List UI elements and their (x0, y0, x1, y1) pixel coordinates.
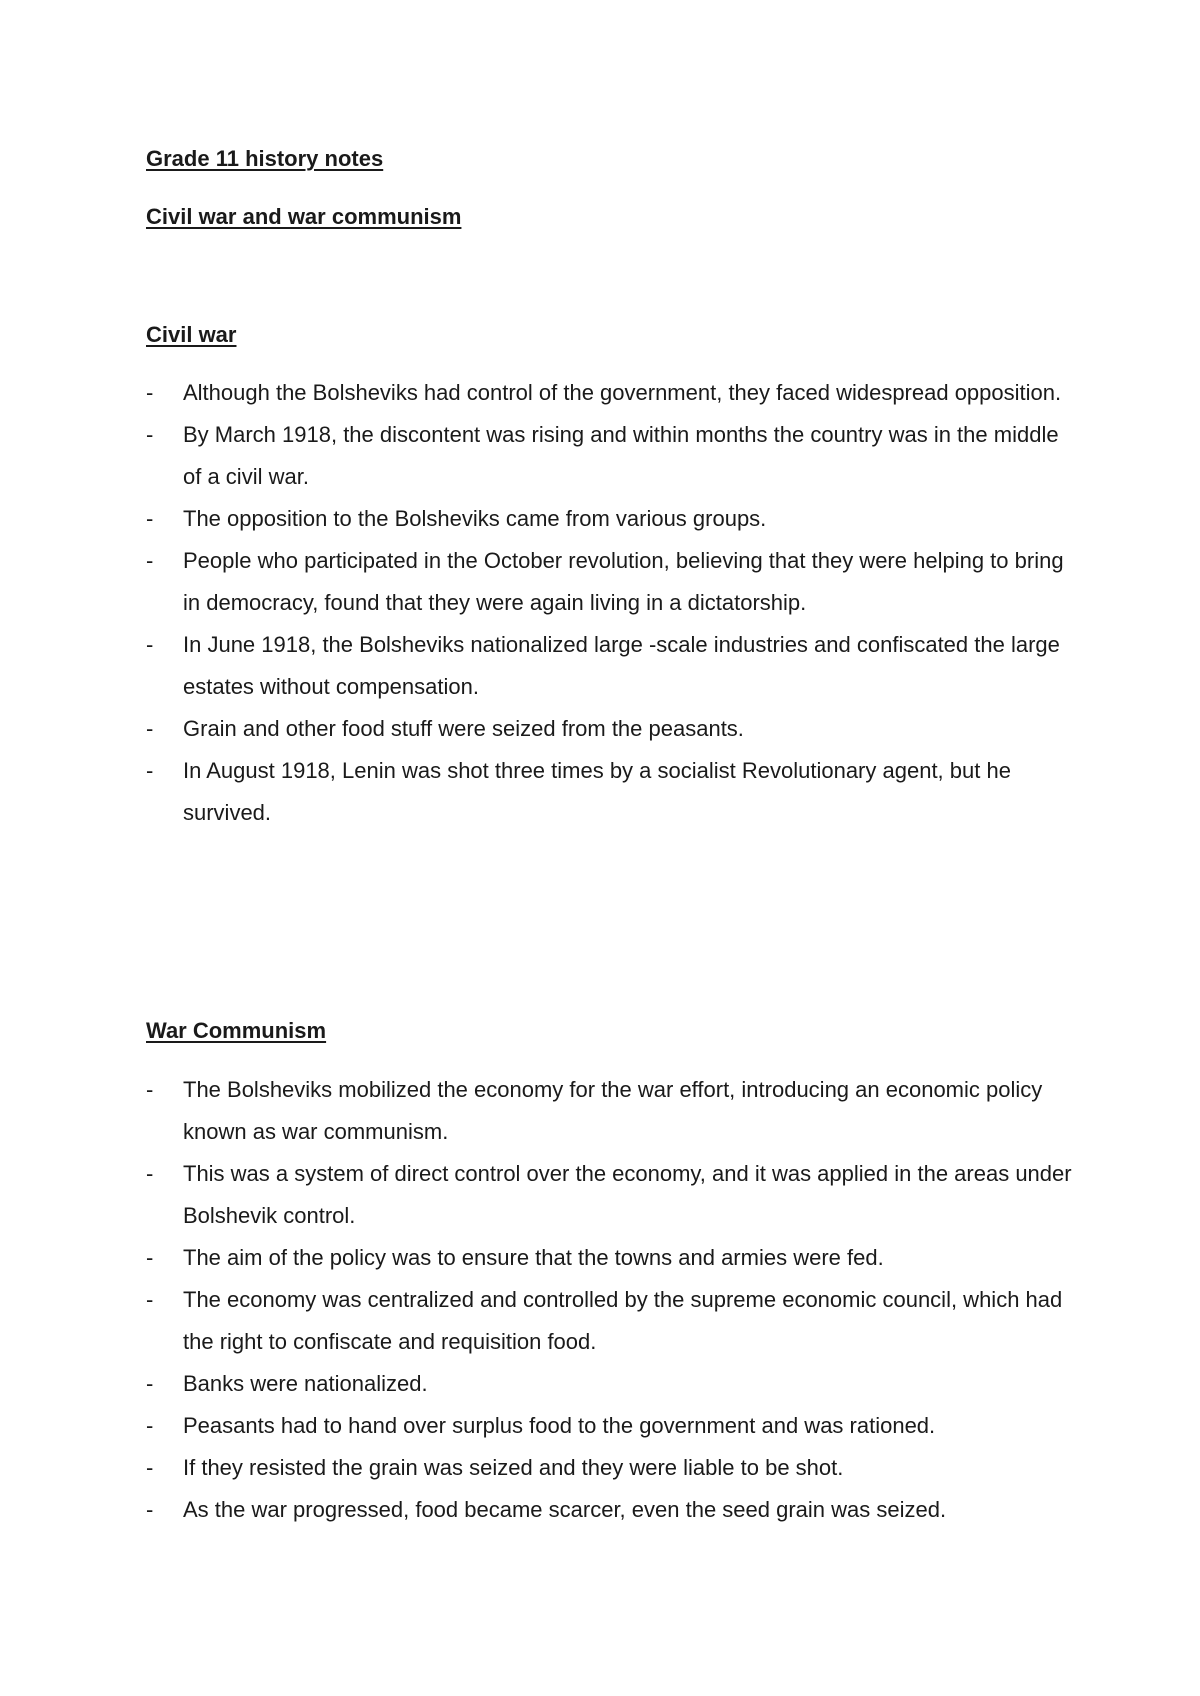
list-item (146, 498, 1076, 540)
bullet-text: The aim of the policy was to ensure that the towns and armies were fed. (183, 1245, 884, 1270)
bullet-dash: - (146, 758, 154, 783)
bullet-dash: - (146, 1413, 154, 1438)
bullet-text: If they resisted the grain was seized and they were liable to be shot. (183, 1455, 844, 1480)
list-item (146, 1237, 1076, 1279)
list-item (146, 1363, 1076, 1405)
bullet-dash: - (146, 632, 154, 657)
list-item (146, 624, 1076, 708)
bullet-text: Banks were nationalized. (183, 1371, 428, 1396)
list-item (146, 1069, 1076, 1153)
bullet-text: As the war progressed, food became scarcer, even the seed grain was seized. (183, 1497, 947, 1522)
list-item (146, 414, 1076, 498)
bullet-dash: - (146, 422, 154, 447)
document-title: Grade 11 history notes (146, 146, 384, 171)
bullet-text: People who participated in the October revolution, believing that they were helping to bring in democracy, found that they were again living in a dictatorship. (183, 548, 1064, 615)
document-subtitle: Civil war and war communism (146, 204, 462, 229)
bullet-dash: - (146, 1455, 154, 1480)
bullet-text: The Bolsheviks mobilized the economy for the war effort, introducing an economic policy known as war communism. (183, 1077, 1043, 1144)
bullet-dash: - (146, 716, 154, 741)
list-item (146, 1447, 1076, 1489)
bullet-text: By March 1918, the discontent was rising and within months the country was in the middle of a civil war. (183, 422, 1059, 489)
list-item (146, 1405, 1076, 1447)
list-item (146, 1279, 1076, 1363)
bullet-text: This was a system of direct control over the economy, and it was applied in the areas under Bolshevik control. (183, 1161, 1072, 1228)
bullet-dash: - (146, 548, 154, 573)
bullet-dash: - (146, 1245, 154, 1270)
list-item (146, 1489, 1076, 1531)
list-item (146, 750, 1076, 834)
bullet-text: Peasants had to hand over surplus food to the government and was rationed. (183, 1413, 936, 1438)
bullet-text: The economy was centralized and controlled by the supreme economic council, which had the right to confiscate and requisition food. (183, 1287, 1063, 1354)
bullet-dash: - (146, 506, 154, 531)
bullet-text: Although the Bolsheviks had control of the government, they faced widespread opposition. (183, 380, 1062, 405)
list-item (146, 540, 1076, 624)
bullet-text: The opposition to the Bolsheviks came from various groups. (183, 506, 767, 531)
bullet-dash: - (146, 1497, 154, 1522)
bullet-dash: - (146, 1077, 154, 1102)
bullet-dash: - (146, 1161, 154, 1186)
bullet-dash: - (146, 1287, 154, 1312)
list-item (146, 1153, 1076, 1237)
bullet-text: In June 1918, the Bolsheviks nationalized large -scale industries and confiscated the large estates without compensation. (183, 632, 1060, 699)
civil-war-bullet-list (146, 372, 1076, 834)
bullet-text: In August 1918, Lenin was shot three times by a socialist Revolutionary agent, but he survived. (183, 758, 1011, 825)
bullet-text: Grain and other food stuff were seized from the peasants. (183, 716, 744, 741)
list-item (146, 372, 1076, 414)
war-communism-bullet-list (146, 1069, 1076, 1531)
list-item (146, 708, 1076, 750)
bullet-dash: - (146, 380, 154, 405)
section-heading-civil-war: Civil war (146, 322, 237, 347)
bullet-dash: - (146, 1371, 154, 1396)
section-heading-war-communism: War Communism (146, 1018, 327, 1043)
